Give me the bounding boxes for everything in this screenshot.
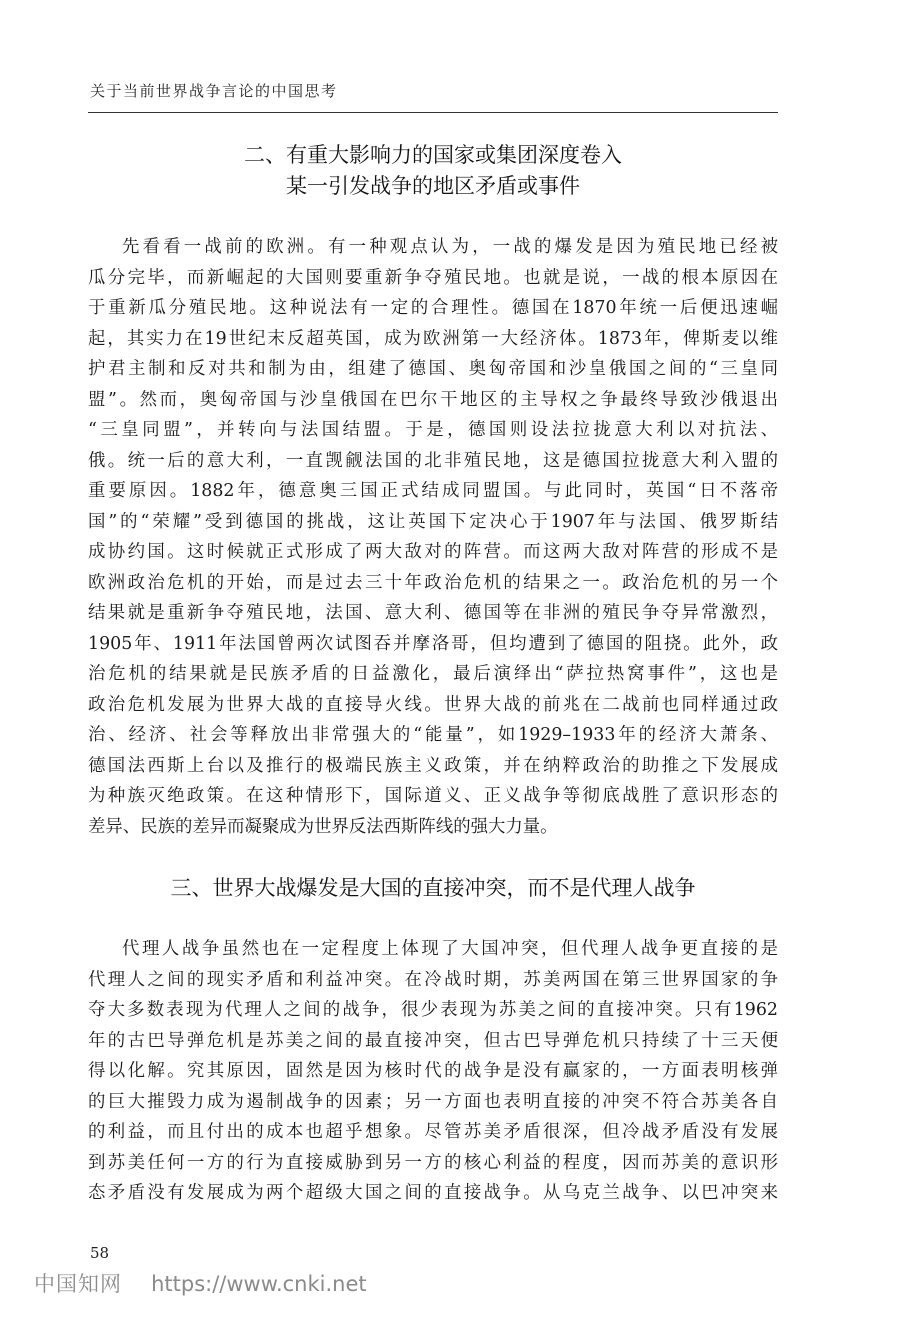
paragraph-line: 为种族灭绝政策。在这种情形下，国际道义、正义战争等彻底战胜了意识形态的: [88, 786, 778, 806]
watermark-name: 中国知网: [34, 1272, 122, 1296]
running-header: 关于当前世界战争言论的中国思考: [90, 82, 338, 100]
paragraph-line: 得以化解。究其原因，固然是因为核时代的战争是没有赢家的，一方面表明核弹: [88, 1061, 778, 1081]
paragraph-line: 态矛盾没有发展成为两个超级大国之间的直接战争。从乌克兰战争、以巴冲突来: [88, 1183, 778, 1203]
page-number: 58: [90, 1244, 110, 1262]
watermark-url: https://www.cnki.net: [151, 1272, 367, 1296]
section-2-paragraph: [88, 232, 778, 842]
paragraph-line: 于重新瓜分殖民地。这种说法有一定的合理性。德国在1870年统一后便迅速崛: [88, 298, 778, 318]
section-2-title-line-2: 某一引发战争的地区矛盾或事件: [286, 174, 580, 198]
paragraph-line: 欧洲政治危机的开始，而是过去三十年政治危机的结果之一。政治危机的另一个: [88, 572, 778, 593]
paragraph-line: 夺大多数表现为代理人之间的战争，很少表现为苏美之间的直接冲突。只有1962: [88, 1000, 778, 1020]
section-3-title-line: 三、世界大战爆发是大国的直接冲突，而不是代理人战争: [170, 876, 696, 900]
paragraph-line: 起，其实力在19世纪末反超英国，成为欧洲第一大经济体。1873年，俾斯麦以维: [88, 328, 778, 349]
header-rule: [88, 112, 778, 113]
paragraph-line: 治、经济、社会等释放出非常强大的“能量”，如1929–1933年的经济大萧条、: [88, 725, 778, 745]
paragraph-line: 德国法西斯上台以及推行的极端民族主义政策，并在纳粹政治的助推之下发展成: [88, 755, 778, 776]
paragraph-line: 国”的“荣耀”受到德国的挑战，这让英国下定决心于1907年与法国、俄罗斯结: [88, 511, 778, 532]
paragraph-line: 差异、民族的差异而凝聚成为世界反法西斯阵线的强大力量。: [88, 816, 558, 837]
paragraph-line: 治危机的结果就是民族矛盾的日益激化，最后演绎出“萨拉热窝事件”，这也是: [88, 664, 778, 684]
section-3-paragraph: [88, 934, 778, 1209]
paragraph-line: 年的古巴导弹危机是苏美之间的最直接冲突，但古巴导弹危机只持续了十三天便: [88, 1030, 778, 1051]
paragraph-line: 盟”。然而，奥匈帝国与沙皇俄国在巴尔干地区的主导权之争最终导致沙俄退出: [88, 389, 778, 410]
paragraph-line: 成协约国。这时候就正式形成了两大敌对的阵营。而这两大敌对阵营的形成不是: [88, 542, 778, 562]
paragraph-line: “三皇同盟”，并转向与法国结盟。于是，德国则设法拉拢意大利以对抗法、: [88, 420, 778, 440]
paragraph-line: 重要原因。1882年，德意奥三国正式结成同盟国。与此同时，英国“日不落帝: [88, 481, 778, 501]
paragraph-line: 政治危机发展为世界大战的直接导火线。世界大战的前兆在二战前也同样通过政: [88, 694, 778, 715]
paragraph-line: 瓜分完毕，而新崛起的大国则要重新争夺殖民地。也就是说，一战的根本原因在: [88, 267, 778, 288]
section-2-title: [88, 140, 778, 202]
paragraph-line: 的巨大摧毁力成为遏制战争的因素；另一方面也表明直接的冲突不符合苏美各自: [88, 1091, 778, 1112]
paragraph-line: 代理人战争虽然也在一定程度上体现了大国冲突，但代理人战争更直接的是: [122, 939, 778, 959]
paragraph-line: 到苏美任何一方的行为直接威胁到另一方的核心利益的程度，因而苏美的意识形: [88, 1152, 778, 1173]
paragraph-line: 先看看一战前的欧洲。有一种观点认为，一战的爆发是因为殖民地已经被: [122, 237, 778, 257]
paragraph-line: 结果就是重新争夺殖民地，法国、意大利、德国等在非洲的殖民争夺异常激烈，: [88, 603, 778, 623]
paragraph-line: 代理人之间的现实矛盾和利益冲突。在冷战时期，苏美两国在第三世界国家的争: [88, 969, 778, 990]
paragraph-line: 1905年、1911年法国曾两次试图吞并摩洛哥，但均遭到了德国的阻挠。此外，政: [88, 633, 778, 654]
paragraph-line: 护君主制和反对共和制为由，组建了德国、奥匈帝国和沙皇俄国之间的“三皇同: [88, 359, 778, 379]
paragraph-line: 的利益，而且付出的成本也超乎想象。尽管苏美矛盾很深，但冷战矛盾没有发展: [88, 1122, 778, 1142]
cnki-watermark: [34, 1268, 367, 1298]
section-2-title-line-1: 二、有重大影响力的国家或集团深度卷入: [244, 143, 622, 167]
section-3-title: [88, 873, 778, 904]
paragraph-line: 俄。统一后的意大利，一直觊觎法国的北非殖民地，这是德国拉拢意大利入盟的: [88, 450, 778, 471]
